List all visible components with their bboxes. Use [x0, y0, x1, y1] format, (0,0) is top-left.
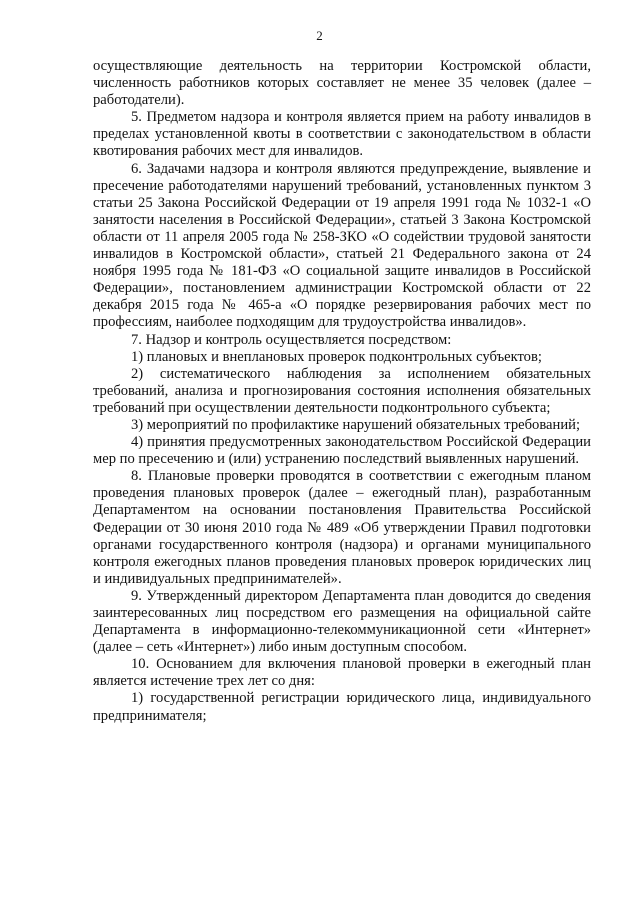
page-number: 2: [316, 28, 323, 43]
paragraph-8: 8. Плановые проверки проводятся в соответствии с ежегодным планом проведения плановых проверок (далее – ежегодный план), разработанным Департаментом на основании постановления Правительства Российской Федерации от 30 июня 2010 года № 489 «Об утверждении Правил подготовки органами государственного контроля (надзора) и органами муниципального контроля ежегодных планов проведения плановых проверок юридических лиц и индивидуальных предпринимателей».: [93, 468, 591, 587]
paragraph-5: 5. Предметом надзора и контроля является прием на работу инвалидов в пределах установленной квоты в соответствии с законодательством в области квотирования рабочих мест для инвалидов.: [93, 109, 591, 160]
paragraph-7: 7. Надзор и контроль осуществляется посредством:: [131, 331, 452, 348]
paragraph-10-item-1: 1) государственной регистрации юридического лица, индивидуального предпринимателя;: [93, 690, 591, 724]
paragraph-7-item-3: 3) мероприятий по профилактике нарушений обязательных требований;: [131, 416, 580, 433]
paragraph-7-item-2: 2) систематического наблюдения за исполнением обязательных требований, анализа и прогнозирования состояния исполнения обязательных требований при осуществлении деятельности подконтрольного субъекта;: [93, 365, 591, 416]
paragraph-9: 9. Утвержденный директором Департамента план доводится до сведения заинтересованных лиц посредством его размещения на официальной сайте Департамента в информационно-телекоммуникационной сети «Интернет» (далее – сеть «Интернет») либо иным доступным способом.: [93, 587, 591, 656]
document-body: [93, 58, 591, 725]
paragraph-7-item-1: 1) плановых и внеплановых проверок подконтрольных субъектов;: [131, 348, 542, 365]
paragraph-continuation: осуществляющие деятельность на территории Костромской области, численность работников которых составляет не менее 35 человек (далее – работодатели).: [93, 58, 591, 109]
paragraph-6: 6. Задачами надзора и контроля являются предупреждение, выявление и пресечение работодателями нарушений требований, установленных пунктом 3 статьи 25 Закона Российской Федерации от 19 апреля 1991 года № 1032-1 «О занятости населения в Российской Федерации», статьей 3 Закона Костромской области от 11 апреля 2005 года № 258-ЗКО «О содействии трудовой занятости инвалидов в Костромской области», статьей 21 Федерального закона от 24 ноября 1995 года № 181-ФЗ «О социальной защите инвалидов в Российской Федерации», постановлением администрации Костромской области от 22 декабря 2015 года № 465-а «О порядке резервирования рабочих мест по профессиям, наиболее подходящим для трудоустройства инвалидов».: [93, 160, 591, 331]
paragraph-10: 10. Основанием для включения плановой проверки в ежегодный план является истечение трех лет со дня:: [93, 656, 591, 690]
paragraph-7-item-4: 4) принятия предусмотренных законодательством Российской Федерации мер по пресечению и (или) устранению последствий выявленных нарушений.: [93, 434, 591, 468]
